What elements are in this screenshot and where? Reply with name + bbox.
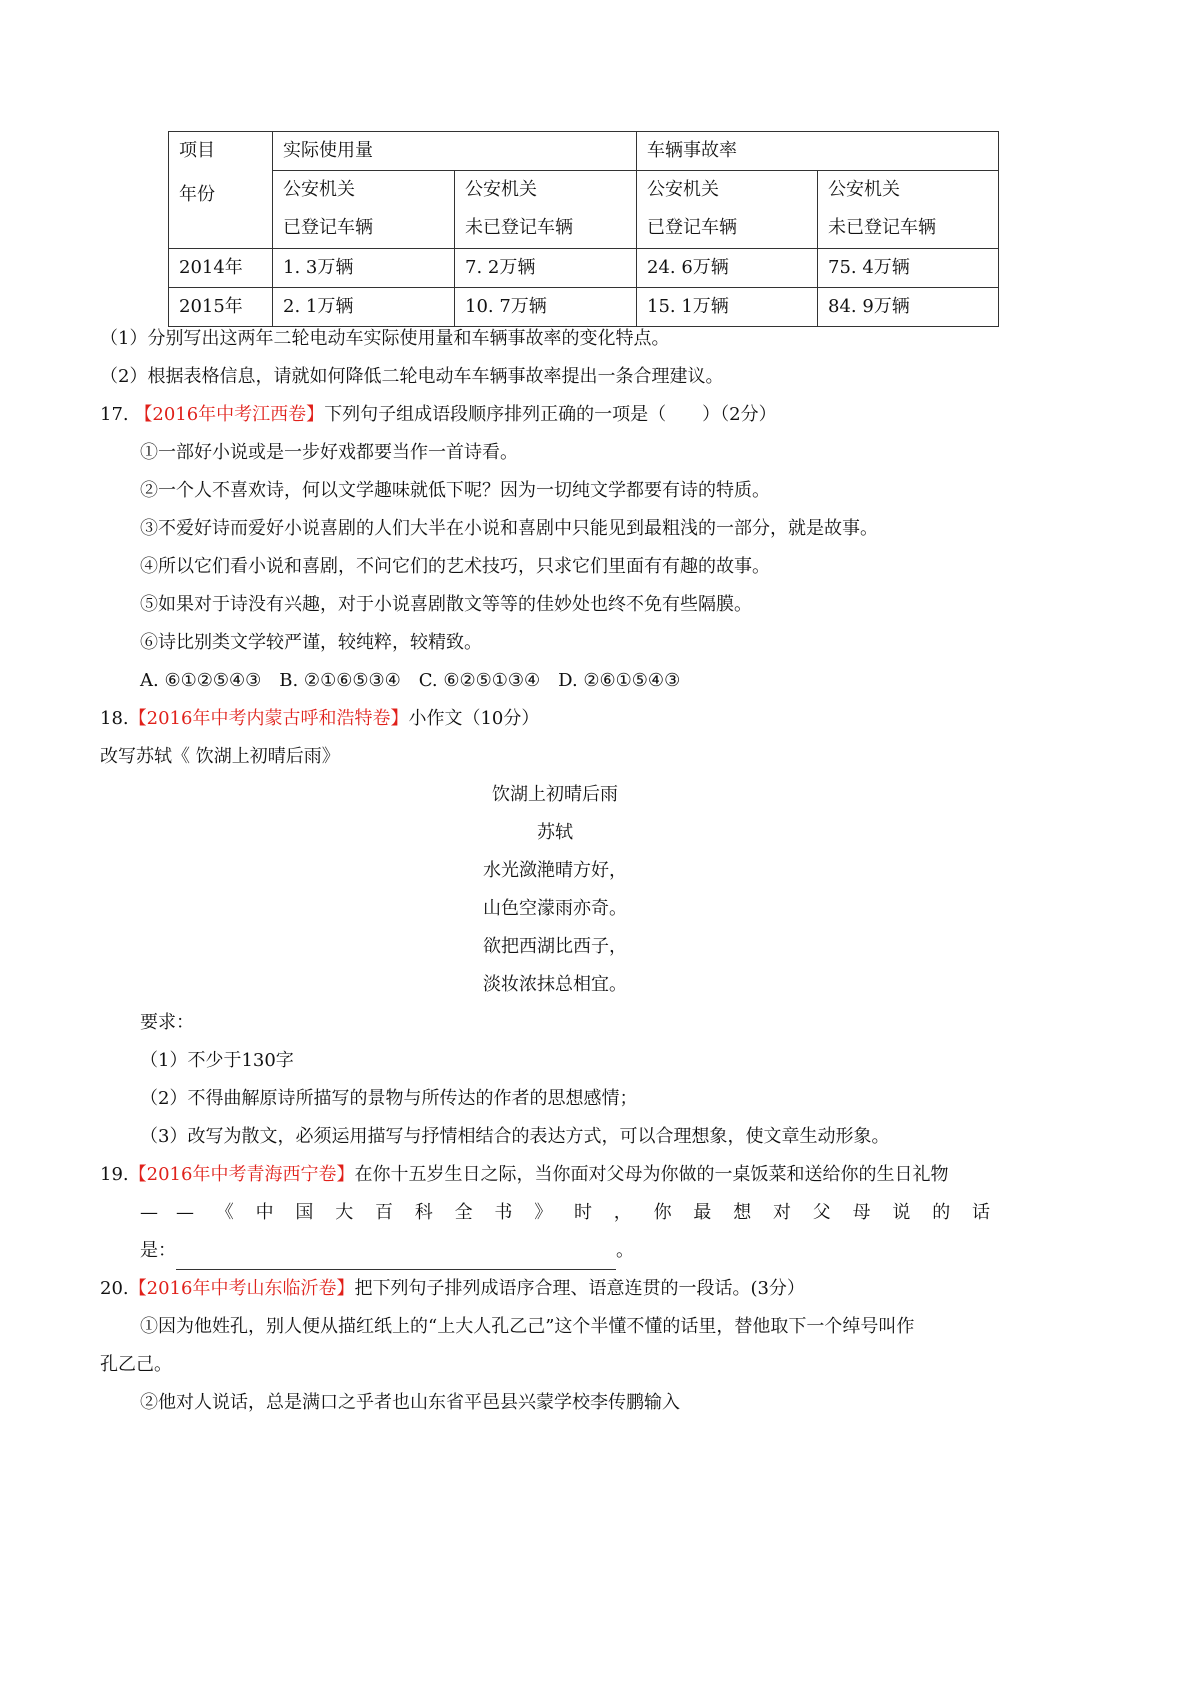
q20-item-cont: 孔乙己。 [100,1354,172,1375]
requirements-label: 要求： [140,1012,194,1033]
poem-line: 欲把西湖比西子， [483,936,627,957]
q18-task: 改写苏轼《 饮湖上初晴后雨》 [100,746,340,767]
table-cell: 1. 3万辆 [273,249,455,288]
q17-options: A. ⑥①②⑤④③ B. ②①⑥⑤③④ C. ⑥②⑤①③④ D. ②⑥①⑤④③ [140,670,681,691]
q19-stem: 19.【2016年中考青海西宁卷】在你十五岁生日之际，当你面对父母为你做的一桌饭菜和送给你的生日礼物 [100,1164,949,1185]
poem-line: 水光潋滟晴方好， [483,860,627,881]
header-cell-item-year [169,132,273,249]
q16-part2: （2）根据表格信息，请就如何降低二轮电动车车辆事故率提出一条合理建议。 [100,366,724,387]
table-row [169,249,999,288]
table-cell: 7. 2万辆 [455,249,637,288]
q18-stem: 18.【2016年中考内蒙古呼和浩特卷】小作文（10分） [100,708,540,729]
q17-item: ②一个人不喜欢诗，何以文学趣味就低下呢？因为一切纯文学都要有诗的特质。 [140,480,770,501]
poem-line: 淡妆浓抹总相宜。 [483,974,627,995]
poem-author: 苏轼 [537,822,573,843]
q19-answer-line: 是： 。 [140,1232,1048,1270]
header-usage: 实际使用量 [273,132,637,171]
header-year: 年份 [179,184,215,205]
q17-item: ⑥诗比别类文学较严谨，较纯粹，较精致。 [140,632,482,653]
poem-line: 山色空濛雨亦奇。 [483,898,627,919]
q17-stem: 17. 【2016年中考江西卷】下列句子组成语段顺序排列正确的一项是（ ）（2分） [100,404,777,425]
subheader-cell: 公安机关 未已登记车辆 [455,171,637,249]
header-item: 项目 [179,140,215,161]
answer-blank[interactable] [176,1243,616,1270]
q17-item: ④所以它们看小说和喜剧，不问它们的艺术技巧，只求它们里面有有趣的故事。 [140,556,770,577]
table-cell: 10. 7万辆 [455,288,637,327]
table-cell: 84. 9万辆 [818,288,999,327]
table-cell: 75. 4万辆 [818,249,999,288]
requirement: （1）不少于130字 [140,1050,294,1071]
subheader-cell: 公安机关 已登记车辆 [273,171,455,249]
q17-item: ⑤如果对于诗没有兴趣，对于小说喜剧散文等等的佳妙处也终不免有些隔膜。 [140,594,752,615]
data-table [168,131,999,327]
q16-part1: （1）分别写出这两年二轮电动车实际使用量和车辆事故率的变化特点。 [100,328,670,349]
q20-stem: 20.【2016年中考山东临沂卷】把下列句子排列成语序合理、语意连贯的一段话。(3分） [100,1278,805,1299]
q20-item: ①因为他姓孔，别人便从描红纸上的“上大人孔乙己”这个半懂不懂的话里，替他取下一个绰号叫作 [140,1316,915,1337]
q19-line2: ——《中国大百科全书》时，你最想对父母说的话 [140,1202,1008,1223]
table-cell: 15. 1万辆 [637,288,818,327]
q17-item: ③不爱好诗而爱好小说喜剧的人们大半在小说和喜剧中只能见到最粗浅的一部分，就是故事。 [140,518,878,539]
requirement: （3）改写为散文，必须运用描写与抒情相结合的表达方式，可以合理想象，使文章生动形象。 [140,1126,890,1147]
poem-title: 饮湖上初晴后雨 [492,784,618,805]
q20-item: ②他对人说话，总是满口之乎者也山东省平邑县兴蒙学校李传鹏输入 [140,1392,680,1413]
requirement: （2）不得曲解原诗所描写的景物与所传达的作者的思想感情； [140,1088,638,1109]
header-accident: 车辆事故率 [637,132,999,171]
subheader-cell: 公安机关 未已登记车辆 [818,171,999,249]
subheader-cell: 公安机关 已登记车辆 [637,171,818,249]
table-cell: 2015年 [169,288,273,327]
table-cell: 2. 1万辆 [273,288,455,327]
q17-item: ①一部好小说或是一步好戏都要当作一首诗看。 [140,442,518,463]
table-cell: 2014年 [169,249,273,288]
table-cell: 24. 6万辆 [637,249,818,288]
